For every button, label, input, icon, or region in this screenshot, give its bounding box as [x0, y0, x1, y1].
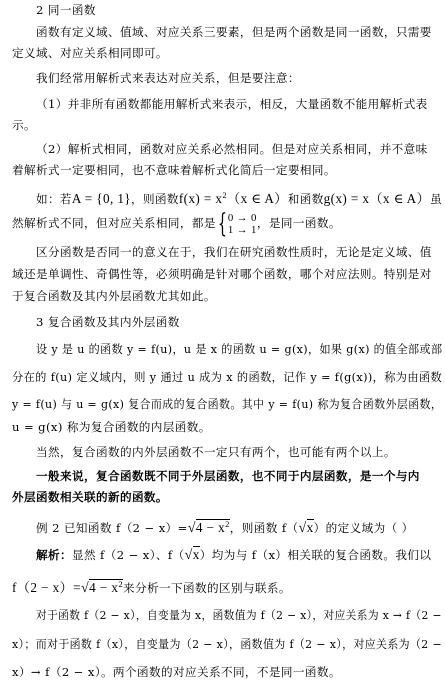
paragraph-line: 当然，复合函数的内外层函数不一定只有两个，也可能有两个以上。: [36, 445, 396, 459]
radicand-text: x: [306, 520, 314, 535]
paragraph-line: 函数有定义域、值域、对应关系三要素，但是两个函数是同一函数，只需要: [36, 25, 432, 39]
paragraph-line: x）；而对于函数 f（x），自变量为（2 − x），函数值为 f（2 − x），对应关系为（2 −: [12, 637, 443, 651]
text-span: f（2 − x）=: [12, 580, 82, 595]
text-span: 例 2 已知函数 f（2 − x）=: [36, 521, 188, 535]
paragraph-line: 设 y 是 u 的函数 y = f(u)，u 是 x 的函数 u = g(x)，如果 g(x) 的值全部或部: [36, 342, 443, 356]
example-line-set-a: [36, 187, 442, 207]
text-span: 来分析一下函数的区别与联系。: [123, 581, 291, 595]
radical-icon: √: [187, 521, 196, 536]
left-brace-icon: {: [217, 209, 228, 239]
paragraph-line: 定义域、对应关系相同即可。: [12, 46, 168, 60]
solution-line: [12, 576, 291, 597]
paragraph-line: 域还是单调性、奇偶性等，必须明确是针对哪个函数，哪个对应法则。特别是对: [12, 267, 432, 281]
section-heading-same-function: 2 同一函数: [36, 3, 96, 17]
radicand-text: 4 − x: [89, 580, 119, 595]
text-span: 如：若: [36, 192, 72, 206]
example-2-question: [36, 516, 414, 537]
text-span: ，是同一函数。: [256, 216, 341, 230]
solution-line: [36, 547, 431, 564]
radicand: [196, 519, 230, 535]
text-span: ，则函数: [131, 192, 179, 206]
text-span: 然解析式不同，但对应关系相同，都是: [12, 216, 216, 230]
text-span: 虽: [430, 192, 443, 206]
radical-icon: √: [184, 548, 193, 563]
radicand: [89, 579, 123, 595]
paragraph-line: （1）并非所有函数都能用解析式来表示，相反，大量函数不能用解析式表: [36, 97, 428, 111]
paragraph-line: 示。: [12, 118, 36, 132]
paragraph-line: 我们经常用解析式来表达对应关系，但是要注意：: [36, 71, 300, 85]
text-span: ）均为与 f（x）相关联的复合函数。我们以: [199, 548, 432, 562]
text-span: ）的定义域为（ ）: [313, 521, 414, 535]
solution-label: 解析：: [36, 548, 72, 562]
math-f-expr: f(x) = x: [178, 191, 223, 206]
math-g-expr: g(x) = x: [323, 191, 370, 206]
paragraph-line: （2）解析式相同，函数对应关系必然相同。但是对应关系相同，并不意味: [36, 142, 428, 156]
radical-icon: √: [298, 521, 307, 536]
math-exponent: 2: [225, 519, 230, 529]
radical-icon: √: [81, 581, 90, 596]
paragraph-line: 对于函数 f（2 − x），自变量为 x，函数值为 f（2 − x），对应关系为 x → f（2 −: [36, 608, 442, 622]
math-domain: （x ∈ A）: [227, 191, 288, 206]
math-domain: （x ∈ A）: [369, 191, 431, 206]
mapping-row: 0 → 0: [227, 212, 257, 224]
paragraph-line: 分在的 f(u) 定义域内，则 y 通过 u 成为 x 的函数，记作 y = f(g(x))，称为由函数: [12, 370, 443, 384]
bold-conclusion-line: 一般来说，复合函数既不同于外层函数，也不同于内层函数，是一个与内: [36, 469, 420, 483]
example-line-mapping: [12, 208, 341, 238]
math-exponent: 2: [222, 190, 228, 200]
paragraph-line: 着解析式一定要相同，也不意味着解析式化简后一定要相同。: [12, 163, 336, 177]
mapping-row: 1 → 1: [227, 224, 257, 236]
paragraph-line: y = f(u) 与 u = g(x) 复合而成的复合函数。其中 y = f(u) 称为复合函数外层函数，: [12, 397, 443, 411]
paragraph-line: u = g(x) 称为复合函数的内层函数。: [12, 420, 211, 434]
paragraph-line: 区分函数是否同一的意义在于，我们在研究函数性质时，无论是定义域、值: [36, 245, 432, 259]
text-span: 和函数: [287, 192, 324, 206]
radicand-text: 4 − x: [195, 520, 226, 535]
section-heading-composite-function: 3 复合函数及其内外层函数: [36, 315, 180, 329]
math-exponent: 2: [118, 579, 123, 589]
paragraph-line: 于复合函数及其内外层函数尤其如此。: [12, 289, 216, 303]
math-set: A = {0, 1}: [71, 191, 132, 206]
bold-conclusion-line: 外层函数相关联的新的函数。: [12, 490, 168, 504]
text-span: 显然 f（2 − x）、f（: [71, 548, 185, 562]
text-span: ，则函数 f（: [229, 521, 299, 535]
sqrt-expression: [185, 547, 200, 564]
mapping-stack: [228, 212, 257, 236]
sqrt-expression: [299, 520, 314, 537]
radicand-text: x: [192, 547, 200, 562]
sqrt-expression: [81, 576, 123, 597]
sqrt-expression: [188, 516, 230, 537]
paragraph-line: x）→ f（2 − x）。两个函数的对应关系不同，不是同一函数。: [12, 665, 341, 679]
